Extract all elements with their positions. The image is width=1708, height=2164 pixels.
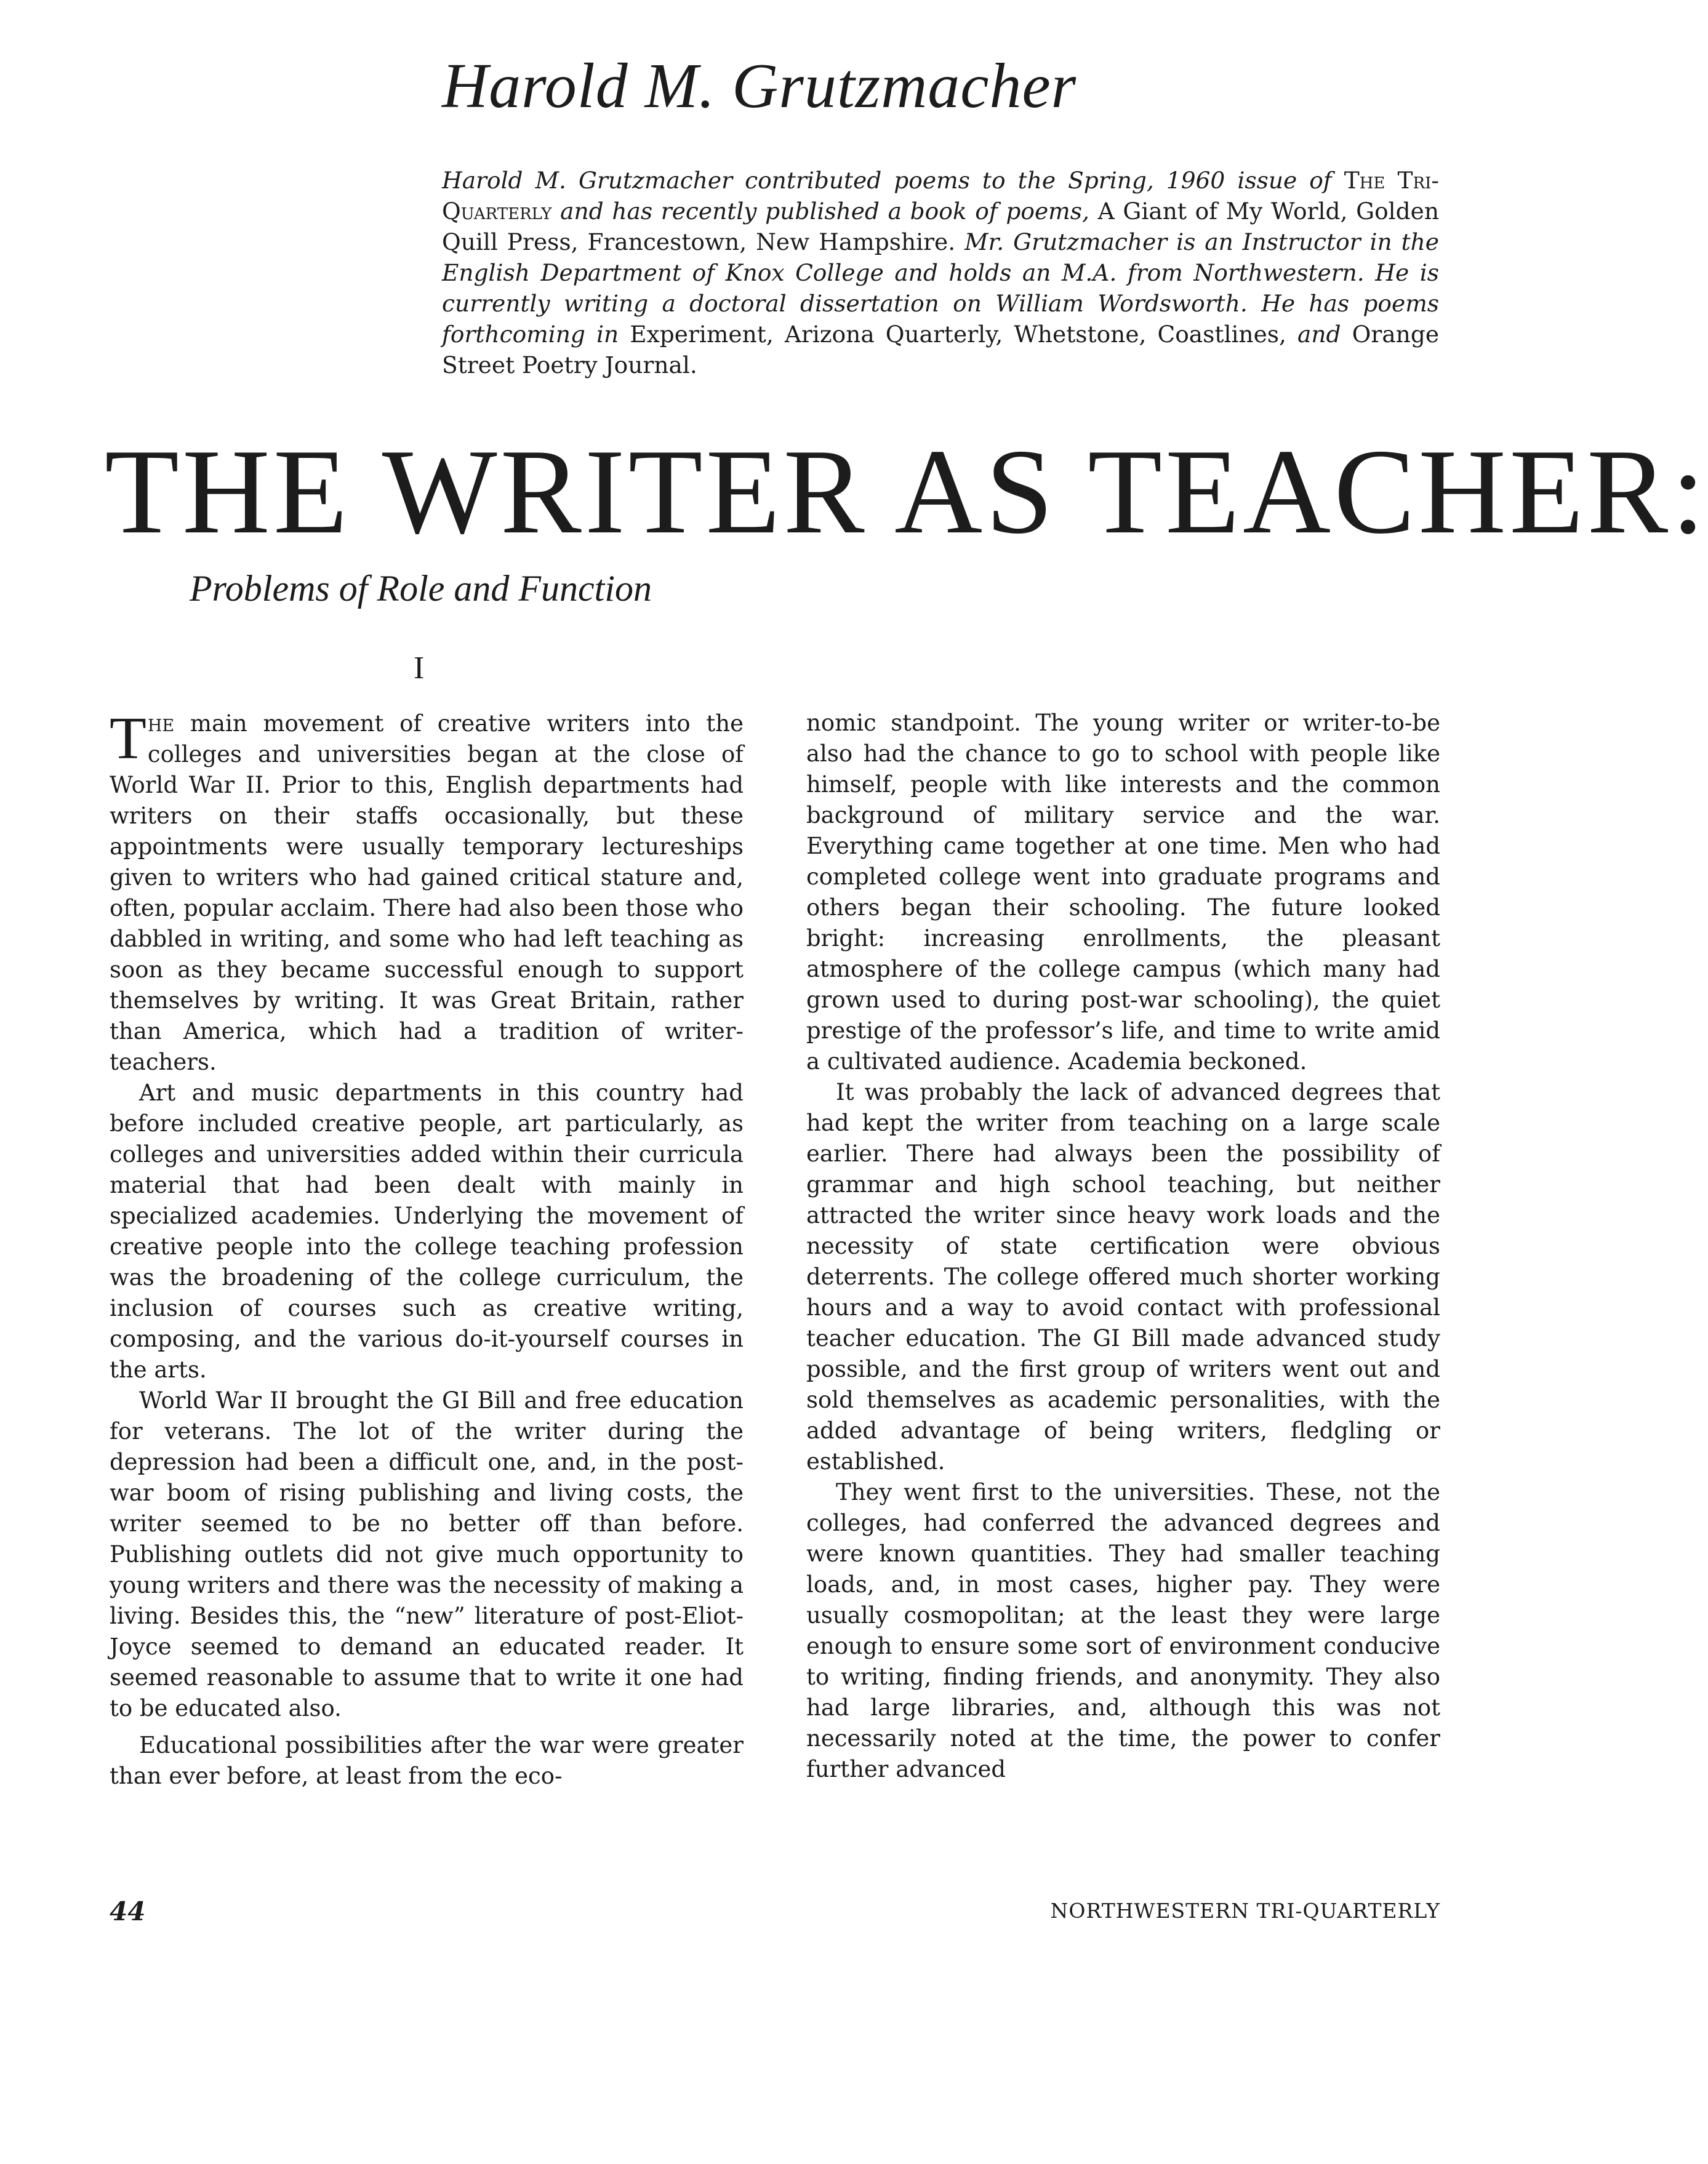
body-paragraph-4: Educational possibilities after the war were greater than ever before, at least from the eco-: [110, 1732, 744, 1789]
journal-footer: NORTHWESTERN TRI-QUARTERLY: [1050, 1899, 1440, 1923]
bio-last-journal: Orange Street Poetry Journal.: [442, 321, 1440, 379]
bio-sentence-1: Harold M. Grutzmacher contributed poems to the Spring, 1960 issue of: [442, 167, 1332, 194]
body-paragraph-6: They went first to the universities. These, not the colleges, had conferred the advanced degrees and were known quantities. They had smaller teaching loads, and, in most cases, higher pay. They were usually cosmopolitan; at the least they were large enough to ensure some sort of environment conducive to writing, finding friends, and anonymity. They also had large libraries, and, although this was not necessarily noted at the time, the power to confer further advanced: [806, 1479, 1440, 1782]
section-number: I: [414, 651, 425, 686]
bio-the: The: [1344, 167, 1385, 194]
drop-cap: T: [110, 705, 146, 772]
bio-journals: Experiment, Arizona Quarterly, Whetstone, Coastlines,: [630, 321, 1286, 348]
body-paragraph-1: [110, 705, 744, 1078]
body-paragraph-2: Art and music departments in this country had before included creative people, art particularly, as colleges and universities added within their curricula material that had been dealt with mainly in specialized academies. Underlying the movement of creative people into the college teaching profession was the broadening of the college curriculum, the inclusion of courses such as creative writing, composing, and the various do-it-yourself courses in the arts.: [110, 1080, 744, 1383]
left-column: [110, 705, 744, 1792]
page-number: 44: [110, 1896, 146, 1926]
paragraph-text: main movement of creative writers into the colleges and universities began at the close of World War II. Prior to this, English departments had writers on their staffs occasionally, but these appointments were usually temporary lectureships given to writers who had gained critical stature and, often, popular acclaim. There had also been those who dabbled in writing, and some who had left teaching as soon as they became successful enough to support themselves by writing. It was Great Britain, rather than America, which had a tradition of writer-teachers.: [110, 710, 744, 1075]
author-bio: [442, 165, 1439, 380]
article-subtitle: Problems of Role and Function: [190, 568, 652, 609]
right-column: [806, 708, 1440, 1785]
body-paragraph-3: World War II brought the GI Bill and free education for veterans. The lot of the writer during the depression had been a difficult one, and, in the post-war boom of rising publishing and living costs, the writer seemed to be no better off than before. Publishing outlets did not give much opportunity to young writers and there was the necessity of making a living. Besides this, the “new” literature of post-Eliot-Joyce seemed to demand an educated reader. It seemed reasonable to assume that to write it one had to be educated also.: [110, 1387, 744, 1721]
bio-book-title: A Giant of My World, Golden Quill Press, Francestown, New Hampshire.: [442, 198, 1440, 255]
bio-journal-name: Tri-Quarterly: [442, 167, 1440, 225]
body-paragraph-4-continued: nomic standpoint. The young writer or writer-to-be also had the chance to go to school with people like himself, people with like interests and the common background of military service and the war. Everything came together at one time. Men who had completed college went into graduate programs and others began their schooling. The future looked bright: increasing enrollments, the pleasant atmosphere of the college campus (which many had grown used to during post-war schooling), the quiet prestige of the professor’s life, and time to write amid a cultivated audience. Academia beckoned.: [806, 710, 1440, 1075]
lead-word: he: [147, 710, 175, 737]
bio-sentence-5: Mr. Grutzmacher is an Instructor in the English Department of Knox College and holds an M.A. from Northwestern. He is currently writing a doctoral dissertation on William Wordsworth. He has poems forthcoming in: [442, 228, 1439, 348]
bio-sentence-3: and has recently published a book of poems,: [560, 198, 1089, 225]
body-paragraph-5: It was probably the lack of advanced degrees that had kept the writer from teaching on a large scale earlier. There had always been the possibility of grammar and high school teaching, but neither attracted the writer since heavy work loads and the necessity of state certification were obvious deterrents. The college offered much shorter working hours and a way to avoid contact with professional teacher education. The GI Bill made advanced study possible, and the first group of writers went out and sold themselves as academic personalities, with the added advantage of being writers, fledgling or established.: [806, 1079, 1440, 1475]
bio-and: and: [1297, 321, 1341, 348]
author-name: Harold M. Grutzmacher: [442, 50, 1077, 121]
article-title: THE WRITER AS TEACHER:: [105, 424, 1708, 559]
